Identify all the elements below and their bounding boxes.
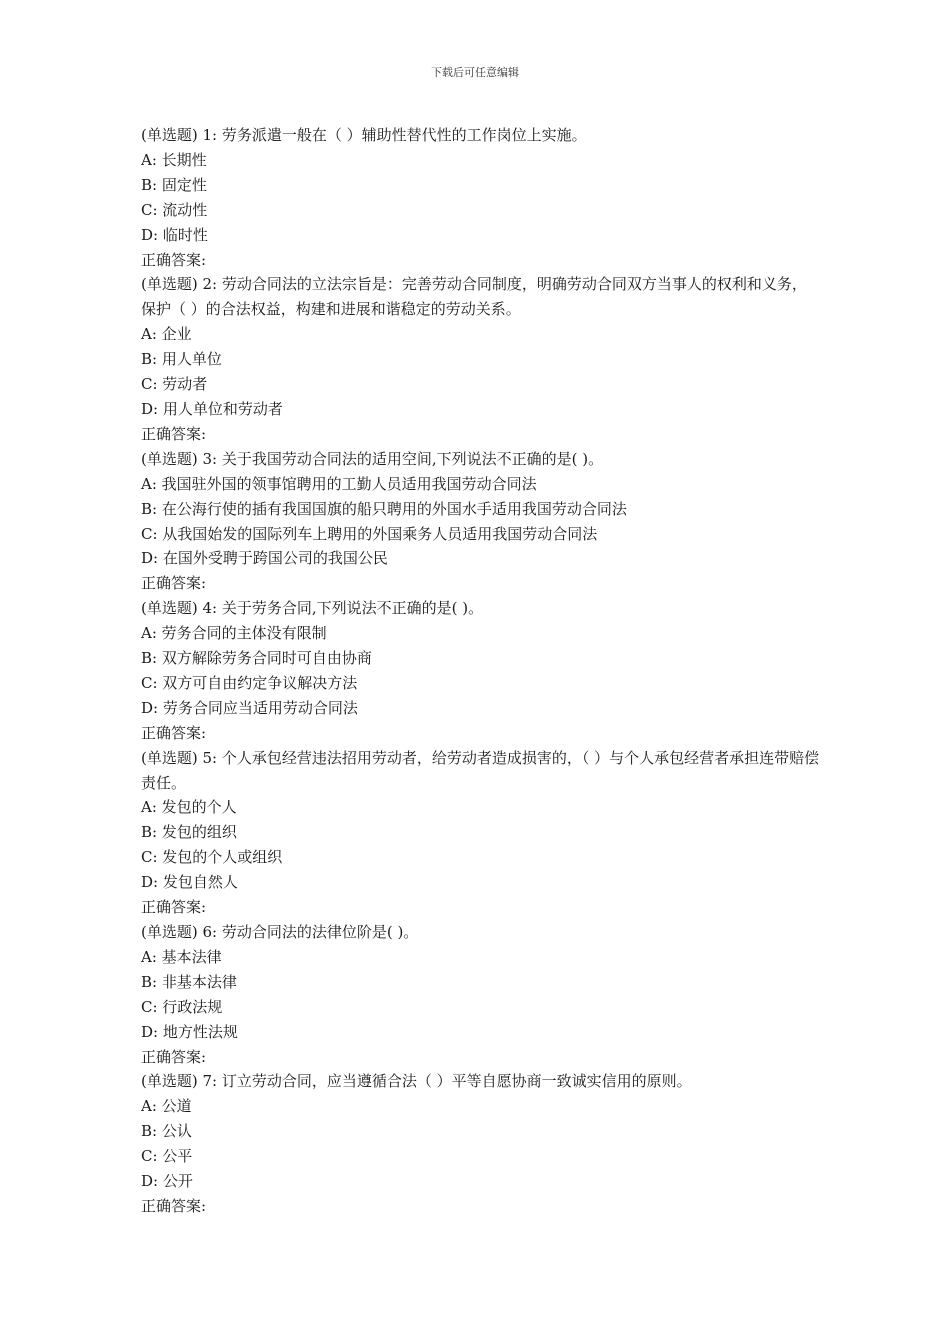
answer-option: C: 双方可自由约定争议解决方法 (141, 673, 358, 692)
page-header: 下载后可任意编辑 (431, 66, 519, 79)
correct-answer-label: 正确答案: (141, 424, 207, 443)
correct-answer-label: 正确答案: (141, 1047, 207, 1066)
answer-option: D: 临时性 (141, 225, 208, 244)
answer-option: C: 从我国始发的国际列车上聘用的外国乘务人员适用我国劳动合同法 (141, 524, 598, 543)
answer-option: A: 长期性 (141, 150, 207, 169)
answer-option: C: 劳动者 (141, 375, 208, 394)
question-stem: (单选题) 4: 关于劳务合同,下列说法不正确的是( )。 (141, 599, 484, 618)
answer-option: A: 劳务合同的主体没有限制 (141, 624, 327, 643)
question-block (141, 447, 821, 596)
answer-option: D: 发包自然人 (141, 873, 238, 892)
answer-option: C: 流动性 (141, 200, 208, 219)
question-stem: (单选题) 7: 订立劳动合同，应当遵循合法（ ）平等自愿协商一致诚实信用的原则。 (141, 1072, 692, 1091)
question-block (141, 920, 821, 1069)
question-stem: (单选题) 5: 个人承包经营违法招用劳动者，给劳动者造成损害的，（ ）与个人承包经营者承担连带赔偿责任。 (141, 748, 820, 792)
answer-option: A: 企业 (141, 325, 192, 344)
answer-option: D: 劳务合同应当适用劳动合同法 (141, 698, 358, 717)
question-block (141, 272, 821, 446)
correct-answer-label: 正确答案: (141, 1196, 207, 1215)
answer-option: D: 公开 (141, 1172, 193, 1191)
answer-option: B: 发包的组织 (141, 823, 237, 842)
answer-option: C: 发包的个人或组织 (141, 848, 283, 867)
answer-option: D: 用人单位和劳动者 (141, 399, 283, 418)
answer-option: B: 固定性 (141, 175, 207, 194)
answer-option: B: 用人单位 (141, 350, 222, 369)
question-stem: (单选题) 1: 劳务派遣一般在（ ）辅助性替代性的工作岗位上实施。 (141, 126, 587, 144)
question-block (141, 746, 821, 920)
question-block (141, 123, 821, 272)
correct-answer-label: 正确答案: (141, 250, 207, 269)
answer-option: B: 在公海行使的插有我国国旗的船只聘用的外国水手适用我国劳动合同法 (141, 499, 627, 518)
answer-option: A: 基本法律 (141, 947, 222, 966)
question-stem: (单选题) 3: 关于我国劳动合同法的适用空间,下列说法不正确的是( )。 (141, 449, 604, 468)
question-stem: (单选题) 2: 劳动合同法的立法宗旨是：完善劳动合同制度，明确劳动合同双方当事人的权利和义务，保护（ ）的合法权益，构建和进展和谐稳定的劳动关系。 (141, 275, 807, 319)
question-list (141, 123, 821, 1219)
answer-option: A: 公道 (141, 1097, 192, 1116)
answer-option: B: 双方解除劳务合同时可自由协商 (141, 649, 372, 668)
question-stem: (单选题) 6: 劳动合同法的法律位阶是( )。 (141, 923, 419, 941)
answer-option: A: 发包的个人 (141, 798, 237, 817)
correct-answer-label: 正确答案: (141, 723, 207, 742)
answer-option: D: 在国外受聘于跨国公司的我国公民 (141, 549, 388, 568)
question-block (141, 596, 821, 745)
correct-answer-label: 正确答案: (141, 574, 207, 593)
answer-option: B: 非基本法律 (141, 972, 237, 991)
answer-option: A: 我国驻外国的领事馆聘用的工勤人员适用我国劳动合同法 (141, 474, 537, 493)
answer-option: B: 公认 (141, 1122, 192, 1141)
answer-option: C: 公平 (141, 1147, 193, 1166)
question-block (141, 1069, 821, 1218)
answer-option: C: 行政法规 (141, 997, 223, 1016)
answer-option: D: 地方性法规 (141, 1022, 238, 1041)
correct-answer-label: 正确答案: (141, 898, 207, 917)
